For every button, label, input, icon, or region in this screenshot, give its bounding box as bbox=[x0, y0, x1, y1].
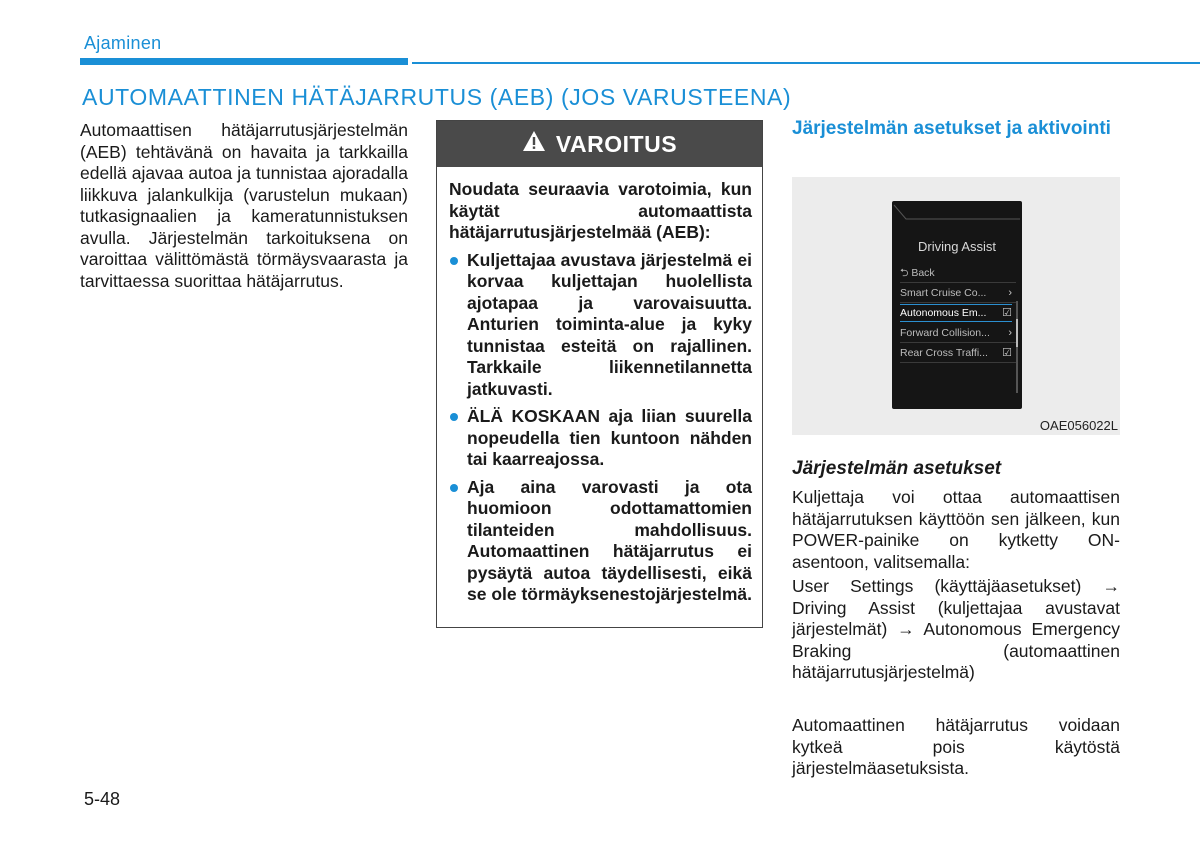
settings-paragraph-3: Automaattinen hätäjarrutus voidaan kytkeä pois käytöstä järjestelmäasetuksista. bbox=[792, 715, 1120, 778]
warning-box bbox=[436, 120, 763, 628]
menu-item-label: Rear Cross Traffi... bbox=[900, 347, 988, 359]
screen-frame-decor bbox=[892, 201, 1022, 223]
warning-list bbox=[449, 250, 752, 606]
menu-divider bbox=[900, 342, 1016, 343]
warning-item-text: Aja aina varovasti ja ota huomioon odottamattomien tilanteiden mahdollisuus. Automaattinen hätäjarrutus ei pysäytä autoa täydellisesti, eikä se ole törmäyksenestojärjestelmä. bbox=[467, 476, 753, 604]
checkbox-checked-icon: ☑ bbox=[1002, 307, 1012, 319]
menu-item-forward-collision bbox=[900, 325, 1012, 341]
settings-paragraph-2: User Settings (käyttäjäasetukset) → Driving Assist (kuljettajaa avustavat järjestelmät) → Autonomous Emergency Braking (automaattinen hätäjarrutusjärjestelmä) bbox=[792, 576, 1120, 682]
screen-title: Driving Assist bbox=[917, 239, 997, 254]
cluster-screen bbox=[892, 201, 1022, 409]
menu-divider bbox=[900, 282, 1016, 283]
chevron-right-icon: › bbox=[1008, 327, 1012, 339]
menu-item-smart-cruise bbox=[900, 285, 1012, 301]
menu-item-label: Smart Cruise Co... bbox=[900, 287, 987, 299]
menu-item-autonomous-emergency bbox=[900, 304, 1012, 322]
settings-heading: Järjestelmän asetukset ja aktivointi bbox=[792, 118, 1111, 139]
back-icon: ⮌ bbox=[900, 267, 912, 279]
warning-heading: VAROITUS bbox=[555, 130, 678, 157]
settings-paragraph-1: Kuljettaja voi ottaa automaattisen hätäjarrutuksen käyttöön sen jälkeen, kun POWER-painike on kytketty ON-asentoon, valitsemalla: bbox=[792, 487, 1120, 572]
warning-item bbox=[449, 406, 752, 471]
menu-item-back bbox=[900, 265, 1012, 281]
page-number: 5-48 bbox=[84, 789, 121, 809]
intro-paragraph: Automaattisen hätäjarrutusjärjestelmän (AEB) tehtävänä on havaita ja tarkkailla edellä ajavaa autoa ja tunnistaa ajoradalla liikkuva jalankulkija (varustelun mukaan) tutkasignaalien ja kameratunnistuksen avulla. Järjestelmän tarkoituksena on varoittaa välittömästä törmäysvaarasta ja tarvittaessa suorittaa hätäjarrutus. bbox=[80, 120, 408, 291]
menu-item-rear-cross-traffic bbox=[900, 345, 1012, 361]
section-label: Ajaminen bbox=[84, 33, 162, 53]
warning-item bbox=[449, 250, 752, 401]
warning-triangle-icon bbox=[522, 130, 546, 158]
menu-divider bbox=[900, 302, 1016, 303]
chevron-right-icon: › bbox=[1008, 287, 1012, 299]
warning-header bbox=[437, 121, 762, 167]
warning-body bbox=[437, 167, 762, 606]
screen-scrollbar-track bbox=[1016, 301, 1018, 393]
warning-intro: Noudata seuraavia varotoimia, kun käytät automaattista hätäjarrutusjärjestelmää (AEB): bbox=[449, 179, 752, 242]
checkbox-checked-icon: ☑ bbox=[1002, 347, 1012, 359]
bullet-icon bbox=[450, 484, 458, 492]
menu-item-label: Back bbox=[911, 267, 935, 279]
bullet-icon bbox=[450, 413, 458, 421]
settings-subheading: Järjestelmän asetukset bbox=[792, 458, 1002, 479]
header-rule-thin bbox=[412, 62, 1200, 64]
menu-item-label: Forward Collision... bbox=[900, 327, 990, 339]
warning-item-text: ÄLÄ KOSKAAN aja liian suurella nopeudella tien kuntoon nähden tai kaarreajossa. bbox=[467, 406, 752, 469]
header-rule-thick bbox=[80, 58, 408, 65]
menu-item-label: Autonomous Em... bbox=[900, 307, 987, 319]
warning-item-text: Kuljettajaa avustava järjestelmä ei korvaa kuljettajan huolellista ajotapaa ja varovaisuutta. Anturien toiminta-alue ja kyky tunnistaa esteitä on rajallinen. Tarkkaile liikennetilannetta jatkuvasti. bbox=[467, 249, 752, 399]
page-title: AUTOMAATTINEN HÄTÄJARRUTUS (AEB) (JOS VARUSTEENA) bbox=[82, 84, 792, 110]
bullet-icon bbox=[450, 257, 458, 265]
figure-caption: OAE056022L bbox=[1039, 418, 1118, 433]
screen-scrollbar-thumb bbox=[1016, 319, 1018, 347]
warning-item bbox=[449, 477, 752, 606]
settings-figure bbox=[792, 177, 1120, 435]
menu-divider bbox=[900, 362, 1016, 363]
